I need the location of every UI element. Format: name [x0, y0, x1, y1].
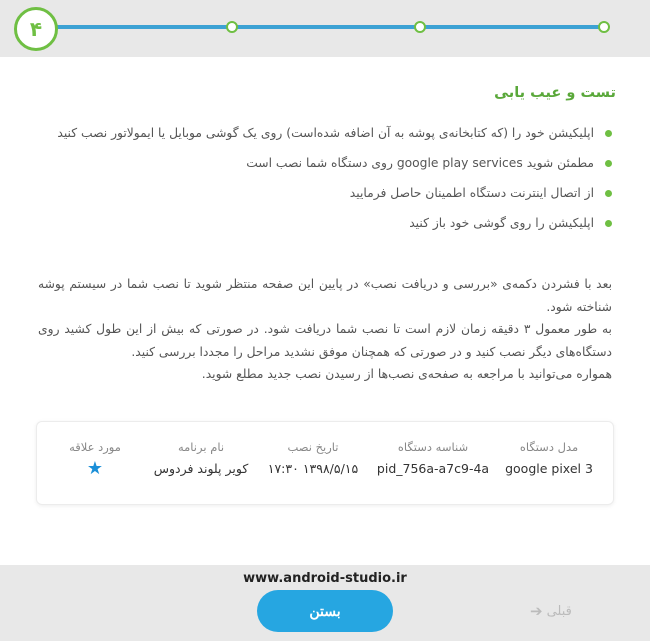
paragraph: همواره می‌توانید با مراجعه به صفحه‌ی نصب‌ها از رسیدن نصب جدید مطلع شوید.	[201, 367, 612, 381]
bullet-dot-icon	[605, 160, 612, 167]
bullet-dot-icon	[605, 130, 612, 137]
description-text	[38, 273, 612, 386]
column-header: شناسه دستگاه	[397, 440, 469, 454]
paragraph: بعد با فشردن دکمه‌ی «بررسی و دریافت نصب» در پایین این صفحه منتظر شوید تا نصب شما در سیستم پوشه شناخته شود.	[38, 277, 612, 314]
column-header: تاریخ نصب	[287, 440, 339, 454]
website-watermark: www.android-studio.ir	[243, 571, 407, 586]
column-header: مورد علاقه	[69, 440, 121, 454]
list-item: از اتصال اینترنت دستگاه اطمینان حاصل فرمایید	[42, 183, 612, 203]
list-item: اپلیکیشن را روی گوشی خود باز کنید	[42, 213, 612, 233]
column-app-name	[141, 436, 261, 480]
column-install-date	[257, 436, 369, 480]
arrow-right-icon: ➔	[530, 602, 543, 620]
bullet-dot-icon	[605, 190, 612, 197]
table-cell: pid_756a-a7c9-4a	[376, 461, 490, 476]
bullet-dot-icon	[605, 220, 612, 227]
table-cell: google pixel 3	[505, 461, 593, 476]
step-dot	[598, 21, 610, 33]
close-button[interactable]: بستن	[257, 590, 393, 632]
list-item: اپلیکیشن خود را (که کتابخانه‌ی پوشه به آن اضافه شده‌است) روی یک گوشی موبایل یا ایمولاتور نصب کنید	[42, 123, 612, 143]
table-cell: کویر پلوند فردوس	[153, 461, 249, 476]
step-dot	[414, 21, 426, 33]
column-device-id	[373, 436, 493, 480]
column-device-model	[503, 436, 595, 480]
current-step-indicator: ۴	[14, 7, 58, 51]
column-header: نام برنامه	[177, 440, 225, 454]
previous-label: قبلی	[546, 603, 572, 619]
column-header: مدل دستگاه	[519, 440, 579, 454]
paragraph: به طور معمول ۳ دقیقه زمان لازم است تا نصب شما دریافت شود. در صورتی که بیش از این طول کشید روی دستگاه‌های دیگر نصب کنید و در صورتی که همچنان موفق نشدید مراحل را مجددا بررسی کنید.	[38, 322, 612, 359]
footer-bar	[0, 565, 650, 641]
main-content	[0, 57, 650, 565]
table-cell: ۱۳۹۸/۵/۱۵ ۱۷:۳۰	[267, 461, 359, 476]
list-item: مطمئن شوید google play services روی دستگاه شما نصب است	[42, 153, 612, 173]
star-icon[interactable]: ★	[86, 458, 104, 479]
progress-line	[52, 25, 608, 29]
section-title: تست و عیب یابی	[494, 85, 616, 101]
column-favorite	[55, 436, 135, 480]
instructions-list	[42, 123, 612, 243]
step-dot	[226, 21, 238, 33]
installs-table	[36, 421, 614, 505]
previous-button[interactable]	[530, 602, 572, 620]
progress-bar	[0, 0, 650, 57]
